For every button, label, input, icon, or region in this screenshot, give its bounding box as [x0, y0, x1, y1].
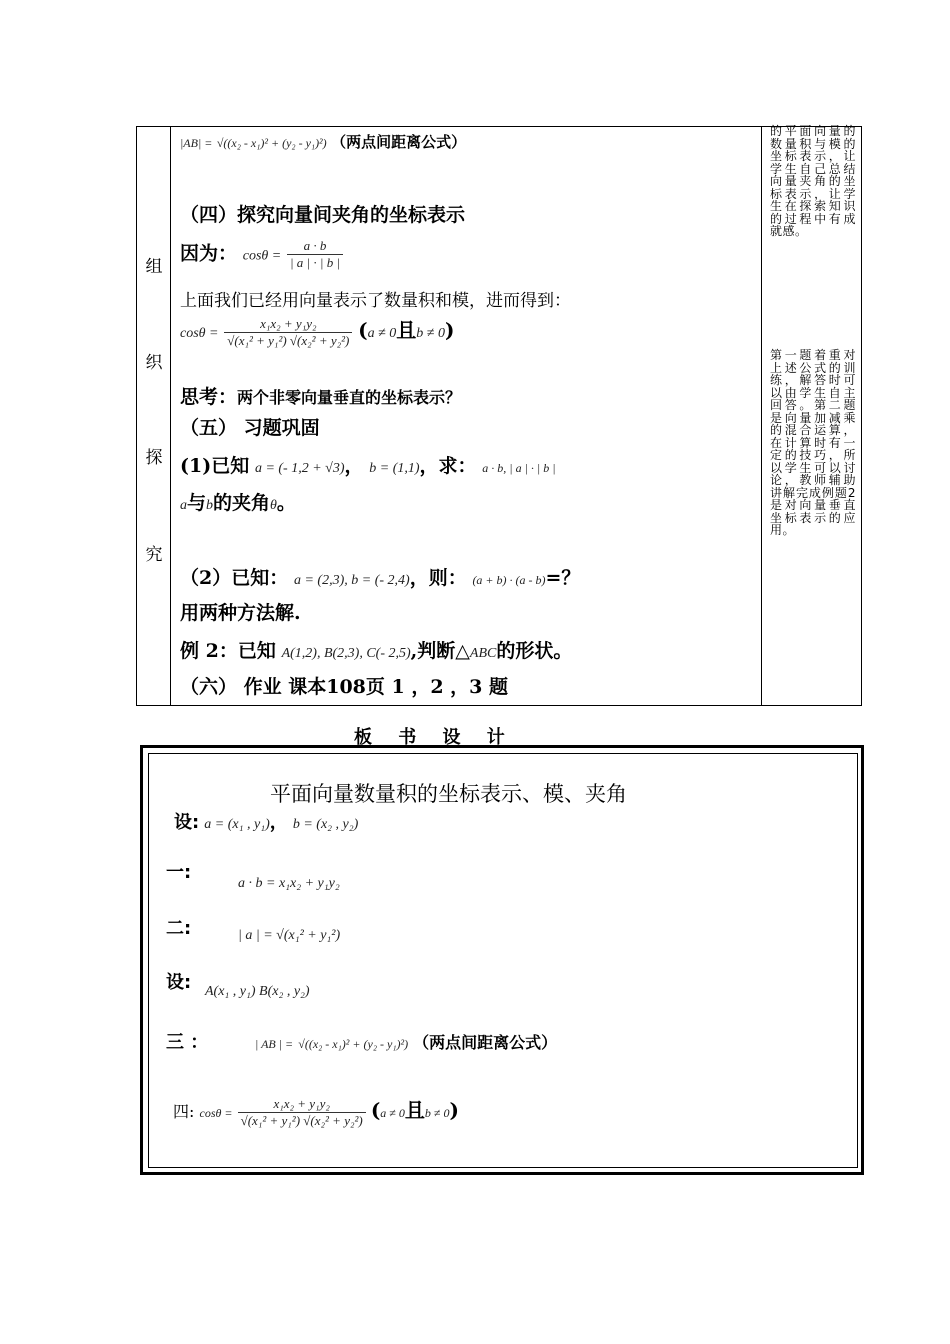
- exercise-1: (1)已知 a = (- 1,2 + √3)， b = (1,1)，求： a · b, | a | · | b |: [180, 455, 556, 477]
- table-column-divider: [761, 126, 762, 706]
- section-4-heading: （四）探究向量间夹角的坐标表示: [180, 204, 466, 226]
- section-6-homework: （六） 作业 课本108页 1 ，2 ，3 题: [180, 676, 509, 698]
- board-item-three-formula: | AB | = √((x₂ - x₁)² + (y₂ - y₁)²) （两点间距离公式）: [255, 1033, 558, 1052]
- section-5-heading: （五） 习题巩固: [180, 417, 320, 439]
- board-set-vectors: 设: a = (x₁ , y₁)， b = (x₂ , y₂): [174, 812, 359, 833]
- board-item-one-label: 一:: [166, 862, 192, 883]
- stage-label-char: 究: [145, 545, 163, 565]
- exercise-1-line-2: a与b的夹角θ。: [180, 492, 296, 514]
- exercise-2: （2）已知： a = (2,3), b = (- 2,4)，则： (a + b) · (a - b)=？: [180, 567, 581, 589]
- exercise-2-methods: 用两种方法解.: [180, 602, 301, 624]
- think-question: 思考：两个非零向量垂直的坐标表示？: [180, 386, 462, 408]
- board-item-one-formula: a · b = x₁x₂ + y₁y₂: [238, 876, 340, 891]
- board-item-four: 四: cosθ = $\frac{\text{x₁x₂ + y₁y₂}}{\text{√(x₁² + y₁²) √(x₂² + y₂²)}}$ (a ≠ 0且b ≠ 0): [173, 1096, 459, 1128]
- board-design-heading: 板 书 设 计: [354, 727, 515, 748]
- teaching-note-2: 第一题着重对上述公式的训练，解答时可以由学生自主回答。第二题是向量加减乘的混合运算，在计算时有一定的技巧，所以学生可以讨论，教师辅助讲解完成例题2是对向量垂直坐标表示的应用。: [770, 348, 856, 537]
- teaching-note-1: 的平面向量的数量积与模的坐标表示，让学生自己总结向量夹角的坐标表示，让学生在探索知识的过程中有成就感。: [770, 124, 856, 238]
- board-item-two-label: 二:: [166, 918, 192, 939]
- example-2: 例 2：已知 A(1,2), B(2,3), C(- 2,5),判断△ABC的形状。: [180, 640, 573, 662]
- stage-label-char: 组: [145, 257, 163, 277]
- stage-label-char: 织: [145, 353, 163, 373]
- board-set-points-formula: A(x₁ , y₁) B(x₂ , y₂): [205, 984, 310, 999]
- cos-coordinate-formula: cosθ = $\frac{\text{x₁x₂ + y₁y₂}}{\text{√(x₁² + y₁²) √(x₂² + y₂²)}}$ (a ≠ 0且b ≠ 0): [180, 315, 455, 348]
- distance-formula: |AB| = √((x₂ - x₁)² + (y₂ - y₁)²) （两点间距离公式）: [180, 133, 467, 151]
- stage-label-char: 探: [145, 448, 163, 468]
- table-column-divider: [170, 126, 171, 706]
- board-set-points-label: 设:: [166, 972, 192, 993]
- board-item-two-formula: | a | = √(x₁² + y₁²): [238, 928, 341, 943]
- derived-text: 上面我们已经用向量表示了数量积和模，进而得到：: [180, 291, 571, 311]
- board-title: 平面向量数量积的坐标表示、模、夹角: [270, 782, 627, 806]
- board-item-three-label: 三 ：: [166, 1032, 209, 1053]
- cos-definition: 因为： cosθ = $\frac{a \cdot b}{| a | \cdot | b |}$: [180, 238, 343, 271]
